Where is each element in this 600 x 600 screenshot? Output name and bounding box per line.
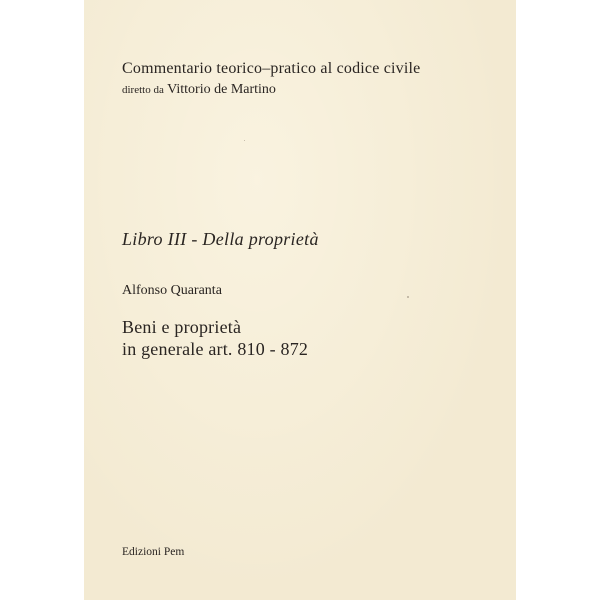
author-name: Alfonso Quaranta xyxy=(122,283,222,298)
title-page xyxy=(84,0,516,600)
director-name: Vittorio de Martino xyxy=(167,82,276,97)
series-director xyxy=(122,82,276,98)
work-title-line-1: Beni e proprietà xyxy=(122,317,242,337)
paper-speck xyxy=(407,296,409,298)
book-title: Libro III - Della proprietà xyxy=(122,229,319,249)
series-title: Commentario teorico–pratico al codice civile xyxy=(122,60,421,77)
director-prefix: diretto da xyxy=(122,84,164,96)
paper-speck xyxy=(244,140,245,141)
publisher-name: Edizioni Pem xyxy=(122,546,185,558)
work-title-line-2: in generale art. 810 - 872 xyxy=(122,339,309,359)
